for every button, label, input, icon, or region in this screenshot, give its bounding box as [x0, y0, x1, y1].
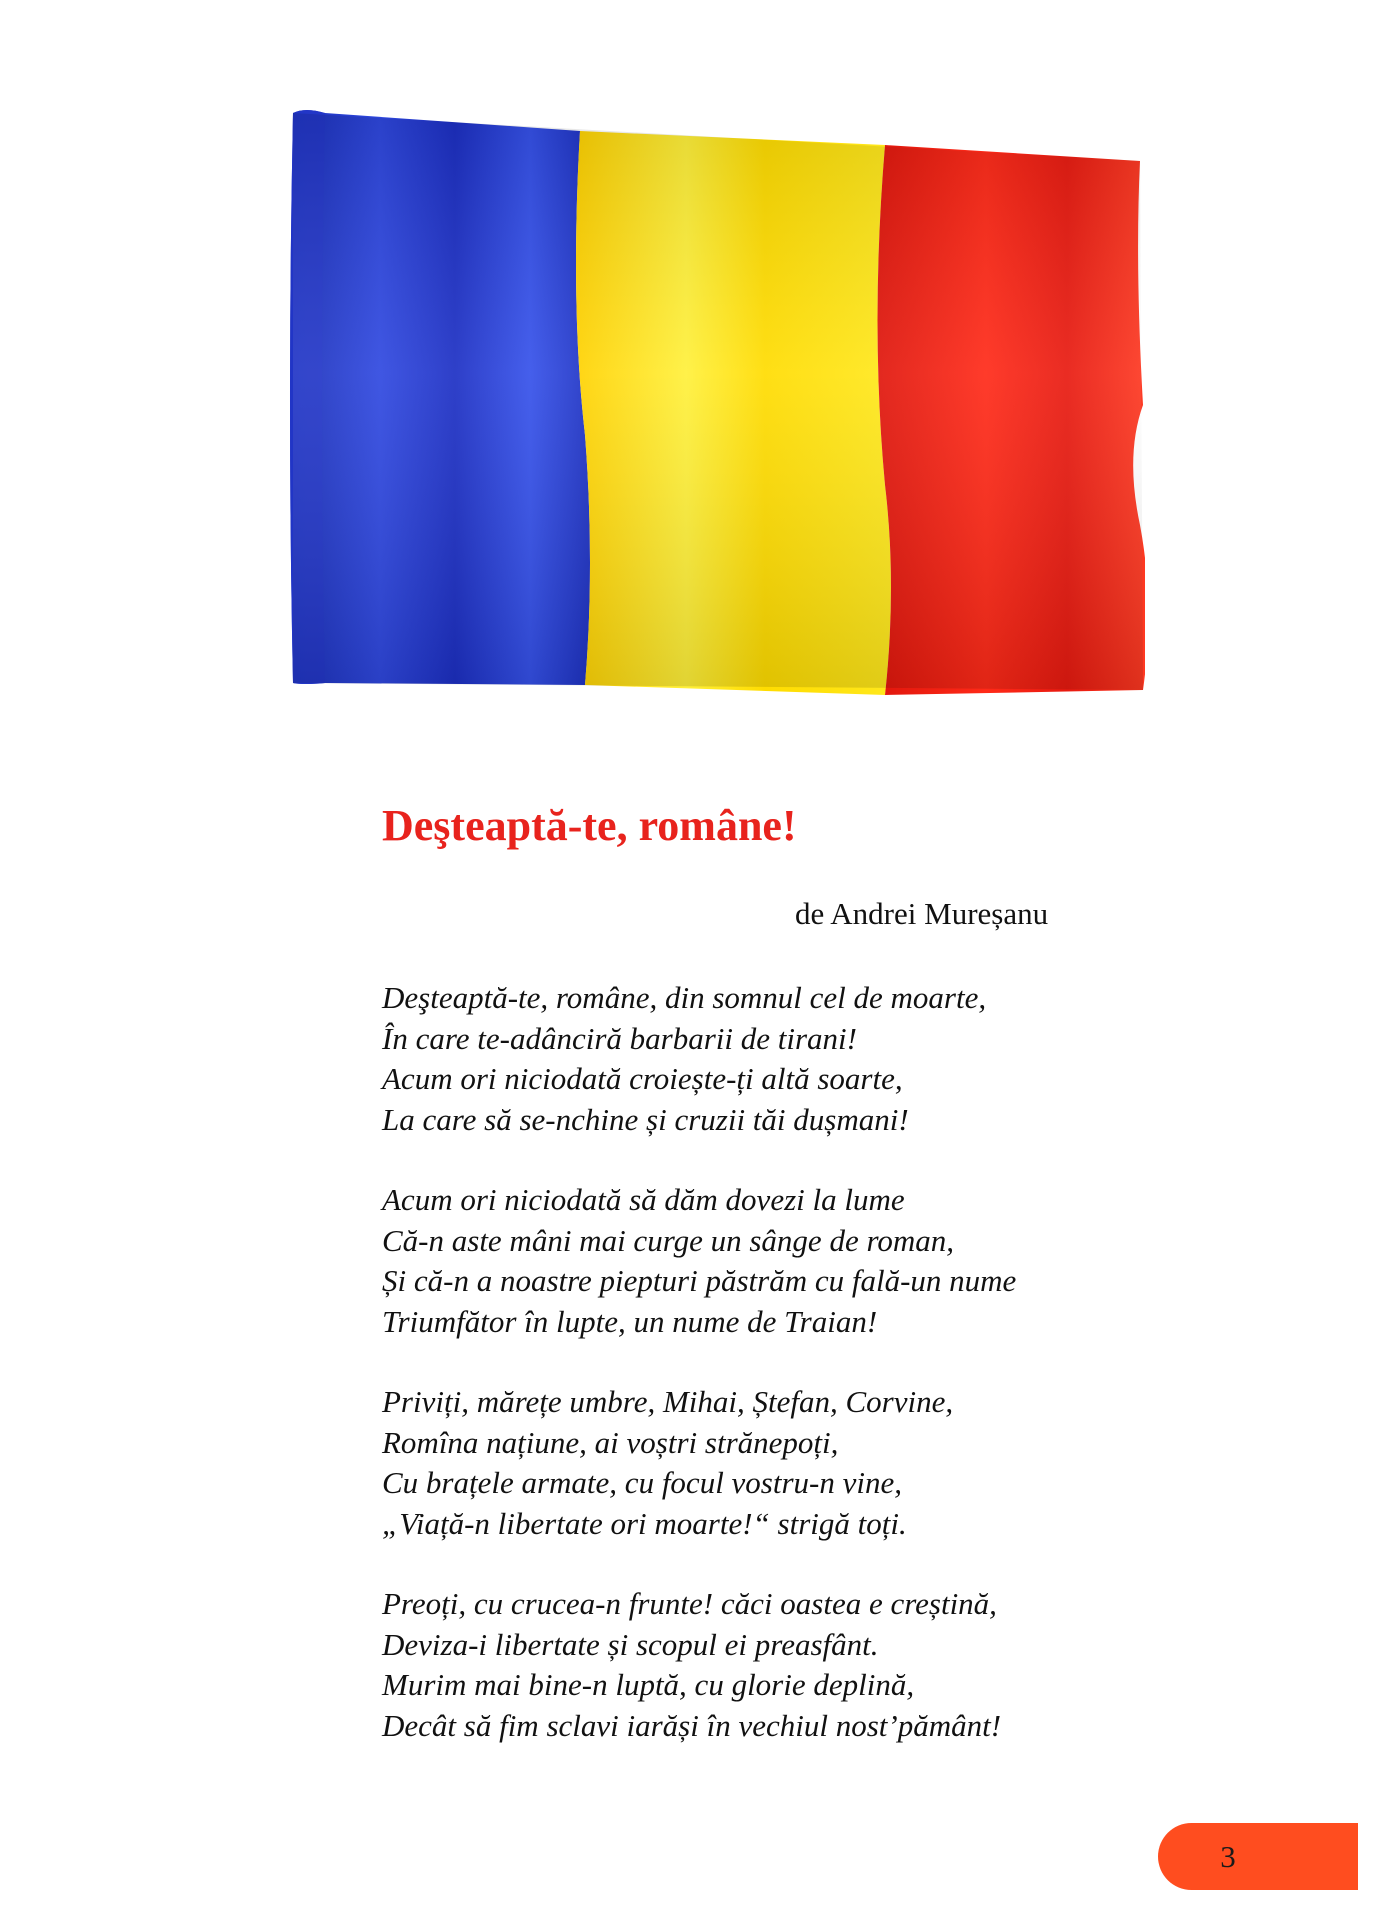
- stanza-2: [382, 1180, 1182, 1342]
- poem-line: Acum ori niciodată croiește-ți altă soarte,: [382, 1061, 903, 1096]
- poem-line: Romîna națiune, ai voștri strănepoți,: [382, 1424, 839, 1460]
- poem-line: Și că-n a noastre piepturi păstrăm cu fală-un nume: [382, 1263, 1017, 1298]
- romanian-flag-image: [285, 105, 1145, 695]
- poem-line: Preoți, cu crucea-n frunte! căci oastea e creștină,: [382, 1586, 997, 1621]
- poem-line: Deşteaptă-te, române, din somnul cel de moarte,: [382, 980, 987, 1015]
- poem-line: Cu brațele armate, cu focul vostru-n vine,: [382, 1465, 903, 1500]
- poem-line: Deviza-i libertate și scopul ei preasfânt.: [382, 1626, 879, 1662]
- page-number-tab: [1158, 1823, 1358, 1890]
- page-number: 3: [1220, 1839, 1236, 1874]
- poem-line: Decât să fim sclavi iarăși în vechiul nost’pământ!: [382, 1707, 1002, 1743]
- poem-line: În care te-adânciră barbarii de tirani!: [382, 1020, 857, 1056]
- stanza-1: [382, 978, 1182, 1140]
- poem-line: Priviți, mărețe umbre, Mihai, Ștefan, Corvine,: [382, 1384, 954, 1419]
- poem-line: Că-n aste mâni mai curge un sânge de roman,: [382, 1222, 955, 1258]
- stanza-3: [382, 1382, 1182, 1544]
- poem-title: Deşteaptă-te, române!: [382, 801, 797, 850]
- poem-line: La care să se-nchine și cruzii tăi dușmani!: [382, 1101, 909, 1137]
- poem-line: „Viață-n libertate ori moarte!“ strigă toți.: [382, 1505, 907, 1541]
- poem-line: Triumfător în lupte, un nume de Traian!: [382, 1303, 878, 1339]
- poem-line: Murim mai bine-n luptă, cu glorie deplină,: [382, 1667, 915, 1702]
- poem-author: de Andrei Mureșanu: [795, 896, 1049, 931]
- stanza-4: [382, 1584, 1182, 1746]
- poem-body: [382, 978, 1182, 1786]
- poem-line: Acum ori niciodată să dăm dovezi la lume: [382, 1182, 905, 1217]
